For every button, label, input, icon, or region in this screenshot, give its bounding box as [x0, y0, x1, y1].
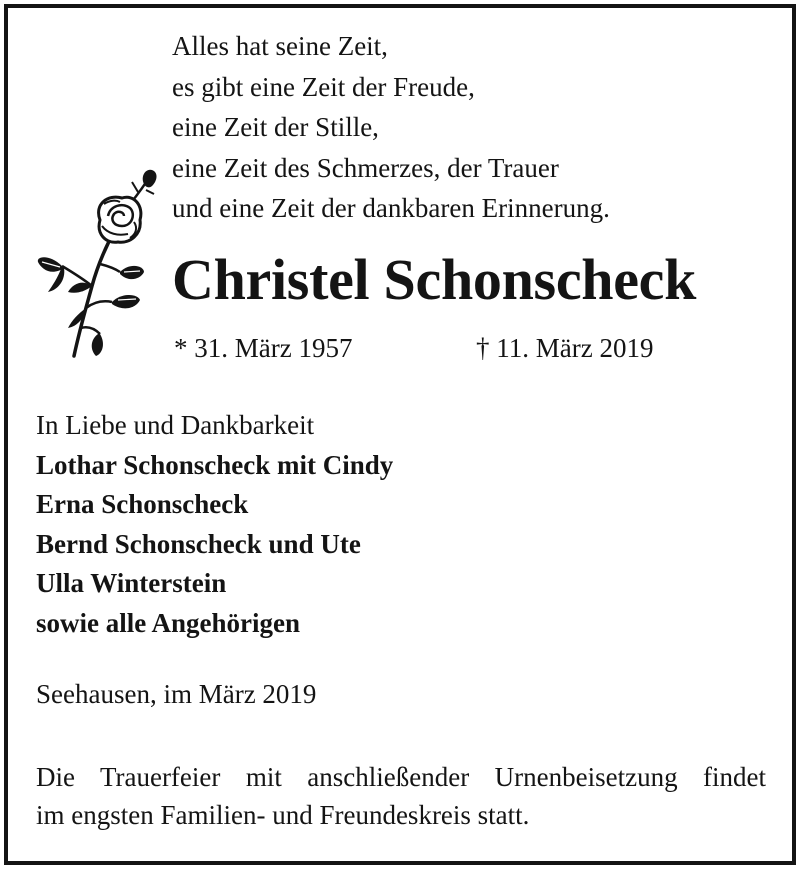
mourner-name: sowie alle Angehörigen: [36, 607, 300, 638]
rose-bloom: [99, 197, 141, 242]
mourner-name: Ulla Winterstein: [36, 568, 227, 598]
poem-line: eine Zeit des Schmerzes, der Trauer: [172, 152, 559, 183]
poem-line: eine Zeit der Stille,: [172, 112, 379, 142]
mourner-name: Bernd Schonscheck und Ute: [36, 528, 361, 559]
mourners-intro: In Liebe und Dankbarkeit: [36, 410, 315, 440]
poem-line: es gibt eine Zeit der Freude,: [172, 71, 475, 102]
rose-icon: [34, 168, 164, 360]
poem: [172, 26, 610, 229]
birth-date: * 31. März 1957: [174, 333, 353, 363]
funeral-notice: [36, 758, 766, 834]
place-date: Seehausen, im März 2019: [36, 679, 317, 709]
funeral-notice-line: Die Trauerfeier mit anschließender Urnenbeisetzung findet: [36, 762, 766, 792]
deceased-name: Christel Schonscheck: [172, 247, 697, 312]
funeral-notice-line: im engsten Familien- und Freundeskreis statt.: [36, 800, 530, 830]
poem-line: Alles hat seine Zeit,: [172, 31, 388, 61]
poem-line: und eine Zeit der dankbaren Erinnerung.: [172, 193, 610, 223]
mourner-name: Lothar Schonscheck mit Cindy: [36, 449, 394, 480]
death-date: † 11. März 2019: [476, 333, 654, 363]
mourners-list: [36, 406, 393, 643]
mourner-name: Erna Schonscheck: [36, 489, 249, 519]
